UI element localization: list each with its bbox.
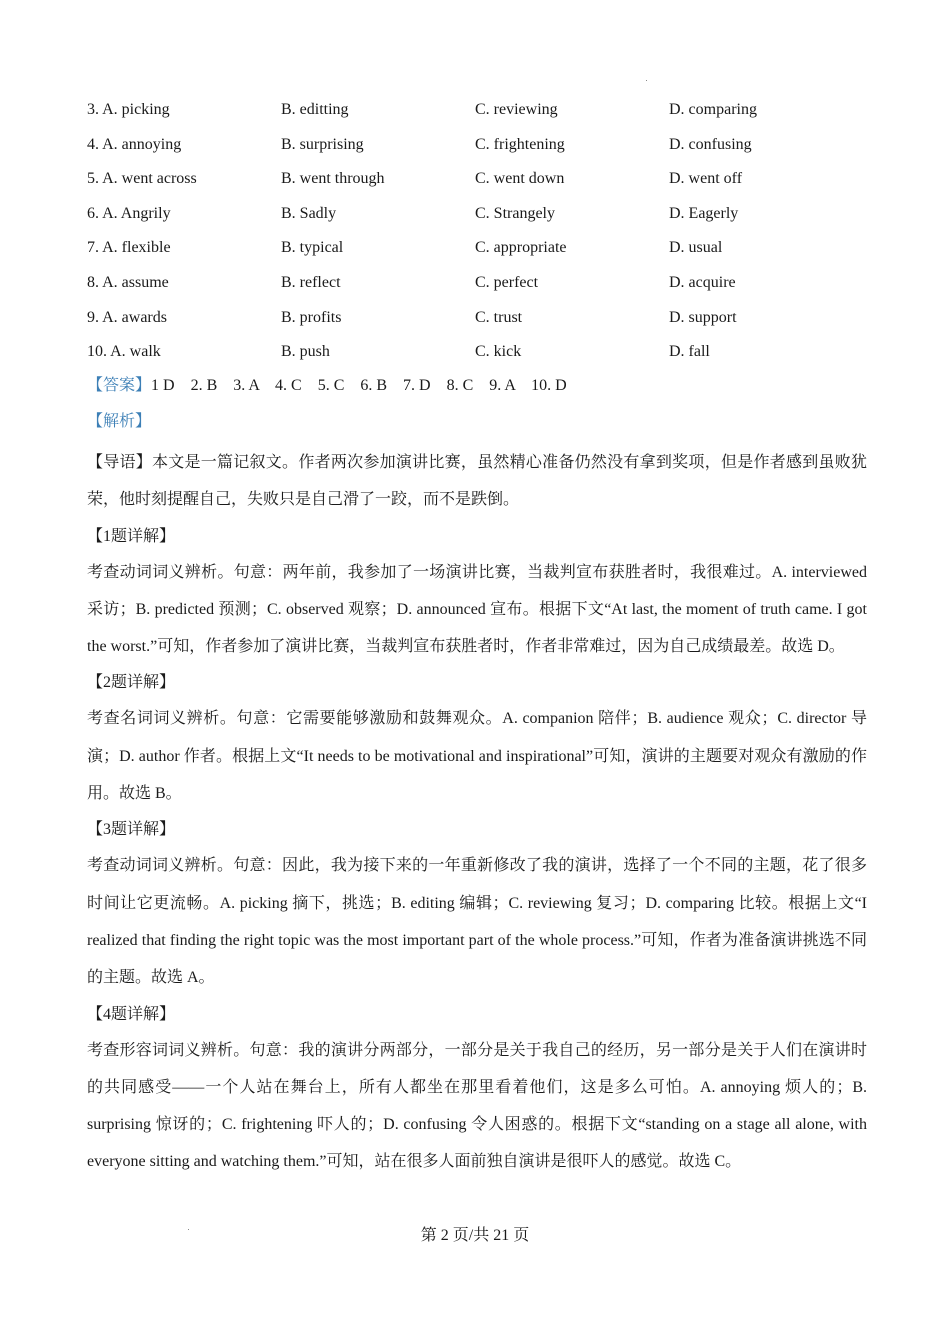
detail-heading: 【2题详解】: [87, 674, 176, 692]
option-d: D. usual: [669, 239, 723, 257]
option-row: [87, 131, 887, 166]
answer-label: 【答案】: [87, 377, 152, 394]
scan-speck: [646, 80, 647, 81]
option-row: [87, 165, 887, 200]
option-d: D. support: [669, 308, 737, 326]
option-a: 7. A. flexible: [87, 239, 171, 257]
option-b: B. reflect: [281, 273, 341, 291]
intro-paragraph: 【导语】本文是一篇记叙文。作者两次参加演讲比赛，虽然精心准备仍然没有拿到奖项，但是作者感到虽败犹荣，他时刻提醒自己，失败只是自己滑了一跤，而不是跌倒。: [87, 454, 867, 509]
option-c: C. frightening: [475, 135, 565, 153]
analysis-label: 【解析】: [87, 413, 152, 430]
option-c: C. perfect: [475, 273, 539, 291]
answer-line: [87, 372, 567, 400]
option-c: C. kick: [475, 343, 522, 361]
option-list: [87, 96, 887, 373]
option-a: 4. A. annoying: [87, 135, 182, 153]
option-d: D. comparing: [669, 101, 757, 118]
option-a: 8. A. assume: [87, 273, 169, 291]
option-a: 5. A. went across: [87, 170, 197, 188]
analysis-body: [87, 444, 867, 1181]
detail-paragraph: 考查动词词义辨析。句意：两年前，我参加了一场演讲比赛，当裁判宣布获胜者时，我很难过。A. interviewed 采访；B. predicted 预测；C. observed 观察；D. announced 宣布。根据下文“At last, the moment of truth came. I got the worst.”可知，作者参加了演讲比赛，当裁判宣布获胜者时，作者非常难过，因为自己成绩最差。故选 D。: [87, 563, 867, 656]
option-row: [87, 269, 887, 304]
option-b: B. went through: [281, 170, 385, 188]
option-d: D. went off: [669, 170, 743, 188]
option-row: [87, 200, 887, 235]
option-d: D. confusing: [669, 135, 752, 153]
option-a: 3. A. picking: [87, 101, 170, 118]
option-c: C. trust: [475, 308, 523, 326]
option-b: B. editting: [281, 101, 349, 118]
option-a: 10. A. walk: [87, 343, 161, 361]
answer-keys: 1 D 2. B 3. A 4. C 5. C 6. B 7. D 8. C 9. A 10. D: [151, 377, 567, 394]
option-c: C. appropriate: [475, 239, 567, 257]
option-row: [87, 96, 887, 131]
option-a: 6. A. Angrily: [87, 204, 171, 222]
option-d: D. fall: [669, 343, 710, 361]
option-b: B. push: [281, 343, 330, 361]
page-footer: 第 2 页/共 21 页: [420, 1227, 530, 1244]
option-row: [87, 304, 887, 339]
option-b: B. Sadly: [281, 204, 337, 222]
detail-paragraph: 考查形容词词义辨析。句意：我的演讲分两部分，一部分是关于我自己的经历，另一部分是关于人们在演讲时的共同感受——一个人站在舞台上，所有人都坐在那里看着他们，这是多么可怕。A. annoying 烦人的；B. surprising 惊讶的；C. frightening 吓人的；D. confusing 令人困惑的。根据下文“standing on a stage all alone, with everyone sitting and watching them.”可知，站在很多人面前独自演讲是很吓人的感觉。故选 C。: [87, 1041, 867, 1171]
option-row: [87, 338, 887, 373]
detail-heading: 【1题详解】: [87, 527, 176, 545]
detail-paragraph: 考查名词词义辨析。句意：它需要能够激励和鼓舞观众。A. companion 陪伴；B. audience 观众；C. director 导演；D. author 作者。根据上文“It needs to be motivational and inspirational”可知，演讲的主题要对观众有激励的作用。故选 B。: [87, 710, 867, 803]
option-b: B. typical: [281, 239, 344, 257]
option-row: [87, 234, 887, 269]
detail-paragraph: 考查动词词义辨析。句意：因此，我为接下来的一年重新修改了我的演讲，选择了一个不同的主题，花了很多时间让它更流畅。A. picking 摘下，挑选；B. editing 编辑；C. reviewing 复习；D. comparing 比较。根据上文“I realized that finding the right topic was the most important part of the whole process.”可知，作者为准备演讲挑选不同的主题。故选 A。: [87, 857, 867, 987]
detail-heading: 【4题详解】: [87, 1005, 176, 1023]
option-d: D. acquire: [669, 273, 736, 291]
option-c: C. went down: [475, 170, 565, 188]
option-c: C. Strangely: [475, 204, 555, 222]
option-c: C. reviewing: [475, 101, 558, 118]
option-d: D. Eagerly: [669, 204, 739, 222]
detail-heading: 【3题详解】: [87, 821, 176, 839]
option-b: B. profits: [281, 308, 342, 326]
option-a: 9. A. awards: [87, 308, 167, 326]
option-b: B. surprising: [281, 135, 364, 153]
